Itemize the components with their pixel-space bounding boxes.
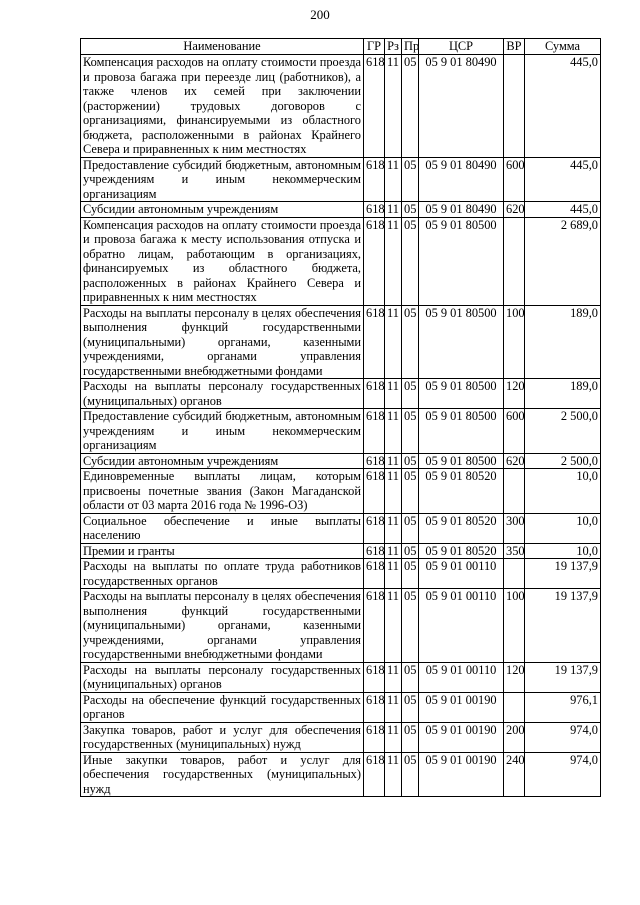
cell-sum: 445,0 [525, 202, 601, 218]
cell-name: Предоставление субсидий бюджетным, автономным учреждениям и иным некоммерческим организациям [81, 157, 364, 202]
table-row [81, 55, 601, 158]
cell-rz: 11 [385, 217, 402, 305]
cell-csr: 05 9 01 00110 [419, 662, 504, 692]
cell-pr: 05 [402, 453, 419, 469]
cell-csr: 05 9 01 00190 [419, 722, 504, 752]
cell-gr: 618 [364, 752, 385, 797]
cell-gr: 618 [364, 217, 385, 305]
cell-sum: 2 500,0 [525, 453, 601, 469]
cell-sum: 10,0 [525, 513, 601, 543]
table-row [81, 157, 601, 202]
cell-csr: 05 9 01 00190 [419, 752, 504, 797]
cell-vr: 600 [504, 157, 525, 202]
table-row [81, 379, 601, 409]
cell-rz: 11 [385, 379, 402, 409]
cell-sum: 2 689,0 [525, 217, 601, 305]
cell-csr: 05 9 01 80490 [419, 202, 504, 218]
cell-sum: 445,0 [525, 157, 601, 202]
cell-rz: 11 [385, 543, 402, 559]
table-row [81, 513, 601, 543]
table-row [81, 202, 601, 218]
cell-rz: 11 [385, 55, 402, 158]
cell-name: Расходы на выплаты персоналу в целях обеспечения выполнения функций государственными (муниципальными) органами, казенными учреждениями, органами управления государственными внебюджетными фондами [81, 305, 364, 379]
cell-name: Иные закупки товаров, работ и услуг для обеспечения государственных (муниципальных) нужд [81, 752, 364, 797]
cell-name: Расходы на выплаты по оплате труда работников государственных органов [81, 559, 364, 589]
cell-pr: 05 [402, 379, 419, 409]
table-row [81, 409, 601, 454]
cell-gr: 618 [364, 543, 385, 559]
cell-name: Субсидии автономным учреждениям [81, 453, 364, 469]
cell-pr: 05 [402, 202, 419, 218]
header-gr: ГР [364, 39, 385, 55]
cell-name: Социальное обеспечение и иные выплаты населению [81, 513, 364, 543]
cell-rz: 11 [385, 752, 402, 797]
cell-vr [504, 469, 525, 514]
cell-name: Закупка товаров, работ и услуг для обеспечения государственных (муниципальных) нужд [81, 722, 364, 752]
cell-gr: 618 [364, 559, 385, 589]
cell-sum: 19 137,9 [525, 662, 601, 692]
header-vr: ВР [504, 39, 525, 55]
cell-gr: 618 [364, 453, 385, 469]
cell-rz: 11 [385, 692, 402, 722]
cell-pr: 05 [402, 55, 419, 158]
cell-vr: 240 [504, 752, 525, 797]
cell-name: Расходы на выплаты персоналу государственных (муниципальных) органов [81, 379, 364, 409]
table-row [81, 692, 601, 722]
cell-vr: 300 [504, 513, 525, 543]
cell-csr: 05 9 01 00190 [419, 692, 504, 722]
cell-pr: 05 [402, 469, 419, 514]
cell-gr: 618 [364, 55, 385, 158]
cell-gr: 618 [364, 157, 385, 202]
cell-name: Субсидии автономным учреждениям [81, 202, 364, 218]
table-row [81, 722, 601, 752]
cell-gr: 618 [364, 589, 385, 663]
cell-pr: 05 [402, 752, 419, 797]
cell-sum: 10,0 [525, 543, 601, 559]
cell-pr: 05 [402, 722, 419, 752]
cell-vr [504, 692, 525, 722]
cell-vr: 100 [504, 305, 525, 379]
cell-name: Единовременные выплаты лицам, которым присвоены почетные звания (Закон Магаданской области от 03 марта 2016 года № 1996-ОЗ) [81, 469, 364, 514]
budget-table [80, 38, 601, 797]
cell-sum: 19 137,9 [525, 589, 601, 663]
cell-pr: 05 [402, 513, 419, 543]
cell-rz: 11 [385, 559, 402, 589]
cell-sum: 445,0 [525, 55, 601, 158]
cell-vr [504, 217, 525, 305]
cell-rz: 11 [385, 469, 402, 514]
cell-vr: 100 [504, 589, 525, 663]
cell-name: Расходы на выплаты персоналу в целях обеспечения выполнения функций государственными (муниципальными) органами, казенными учреждениями, органами управления государственными внебюджетными фондами [81, 589, 364, 663]
cell-pr: 05 [402, 157, 419, 202]
cell-rz: 11 [385, 589, 402, 663]
cell-name: Предоставление субсидий бюджетным, автономным учреждениям и иным некоммерческим организациям [81, 409, 364, 454]
cell-vr: 200 [504, 722, 525, 752]
cell-vr: 120 [504, 662, 525, 692]
cell-gr: 618 [364, 662, 385, 692]
table-row [81, 217, 601, 305]
cell-sum: 189,0 [525, 379, 601, 409]
cell-rz: 11 [385, 409, 402, 454]
page-number: 200 [310, 7, 330, 22]
table-body [81, 55, 601, 797]
cell-gr: 618 [364, 379, 385, 409]
cell-pr: 05 [402, 217, 419, 305]
cell-gr: 618 [364, 409, 385, 454]
cell-vr [504, 559, 525, 589]
cell-sum: 10,0 [525, 469, 601, 514]
cell-rz: 11 [385, 513, 402, 543]
cell-name: Компенсация расходов на оплату стоимости проезда и провоза багажа к месту использования отпуска и обратно лицам, работающим в организациях, финансируемых из областного бюджета, расположенных в районах Крайнего Севера и приравненных к ним местностях [81, 217, 364, 305]
cell-sum: 976,1 [525, 692, 601, 722]
header-name: Наименование [81, 39, 364, 55]
cell-rz: 11 [385, 157, 402, 202]
table-row [81, 589, 601, 663]
cell-csr: 05 9 01 80520 [419, 543, 504, 559]
cell-pr: 05 [402, 692, 419, 722]
cell-csr: 05 9 01 80500 [419, 217, 504, 305]
cell-csr: 05 9 01 80500 [419, 453, 504, 469]
cell-pr: 05 [402, 589, 419, 663]
cell-csr: 05 9 01 80500 [419, 379, 504, 409]
cell-vr: 350 [504, 543, 525, 559]
header-sum: Сумма [525, 39, 601, 55]
cell-gr: 618 [364, 513, 385, 543]
cell-csr: 05 9 01 00110 [419, 559, 504, 589]
cell-csr: 05 9 01 80490 [419, 55, 504, 158]
cell-csr: 05 9 01 80500 [419, 305, 504, 379]
cell-sum: 19 137,9 [525, 559, 601, 589]
cell-name: Расходы на выплаты персоналу государственных (муниципальных) органов [81, 662, 364, 692]
cell-csr: 05 9 01 80520 [419, 469, 504, 514]
cell-vr: 620 [504, 202, 525, 218]
cell-csr: 05 9 01 80490 [419, 157, 504, 202]
cell-gr: 618 [364, 202, 385, 218]
header-csr: ЦСР [419, 39, 504, 55]
cell-rz: 11 [385, 305, 402, 379]
cell-gr: 618 [364, 722, 385, 752]
cell-rz: 11 [385, 453, 402, 469]
cell-csr: 05 9 01 00110 [419, 589, 504, 663]
cell-gr: 618 [364, 469, 385, 514]
header-pr: Пр [402, 39, 419, 55]
table-row [81, 543, 601, 559]
table-row [81, 559, 601, 589]
cell-vr [504, 55, 525, 158]
cell-rz: 11 [385, 662, 402, 692]
table-row [81, 469, 601, 514]
cell-sum: 974,0 [525, 722, 601, 752]
table-row [81, 305, 601, 379]
cell-sum: 189,0 [525, 305, 601, 379]
cell-sum: 974,0 [525, 752, 601, 797]
table-row [81, 662, 601, 692]
table-header-row [81, 39, 601, 55]
cell-pr: 05 [402, 305, 419, 379]
cell-rz: 11 [385, 202, 402, 218]
header-rz: Рз [385, 39, 402, 55]
table-row [81, 453, 601, 469]
cell-pr: 05 [402, 543, 419, 559]
cell-name: Расходы на обеспечение функций государственных органов [81, 692, 364, 722]
cell-csr: 05 9 01 80500 [419, 409, 504, 454]
table-row [81, 752, 601, 797]
cell-pr: 05 [402, 559, 419, 589]
cell-name: Премии и гранты [81, 543, 364, 559]
cell-csr: 05 9 01 80520 [419, 513, 504, 543]
cell-rz: 11 [385, 722, 402, 752]
cell-vr: 120 [504, 379, 525, 409]
cell-pr: 05 [402, 409, 419, 454]
cell-vr: 600 [504, 409, 525, 454]
cell-sum: 2 500,0 [525, 409, 601, 454]
cell-gr: 618 [364, 305, 385, 379]
cell-pr: 05 [402, 662, 419, 692]
cell-gr: 618 [364, 692, 385, 722]
cell-vr: 620 [504, 453, 525, 469]
cell-name: Компенсация расходов на оплату стоимости проезда и провоза багажа при переезде лиц (работников), а также членов их семей при заключении (расторжении) трудовых договоров с организациями, финансируемыми из областного бюджета, расположенными в районах Крайнего Севера и приравненных к ним местностях [81, 55, 364, 158]
